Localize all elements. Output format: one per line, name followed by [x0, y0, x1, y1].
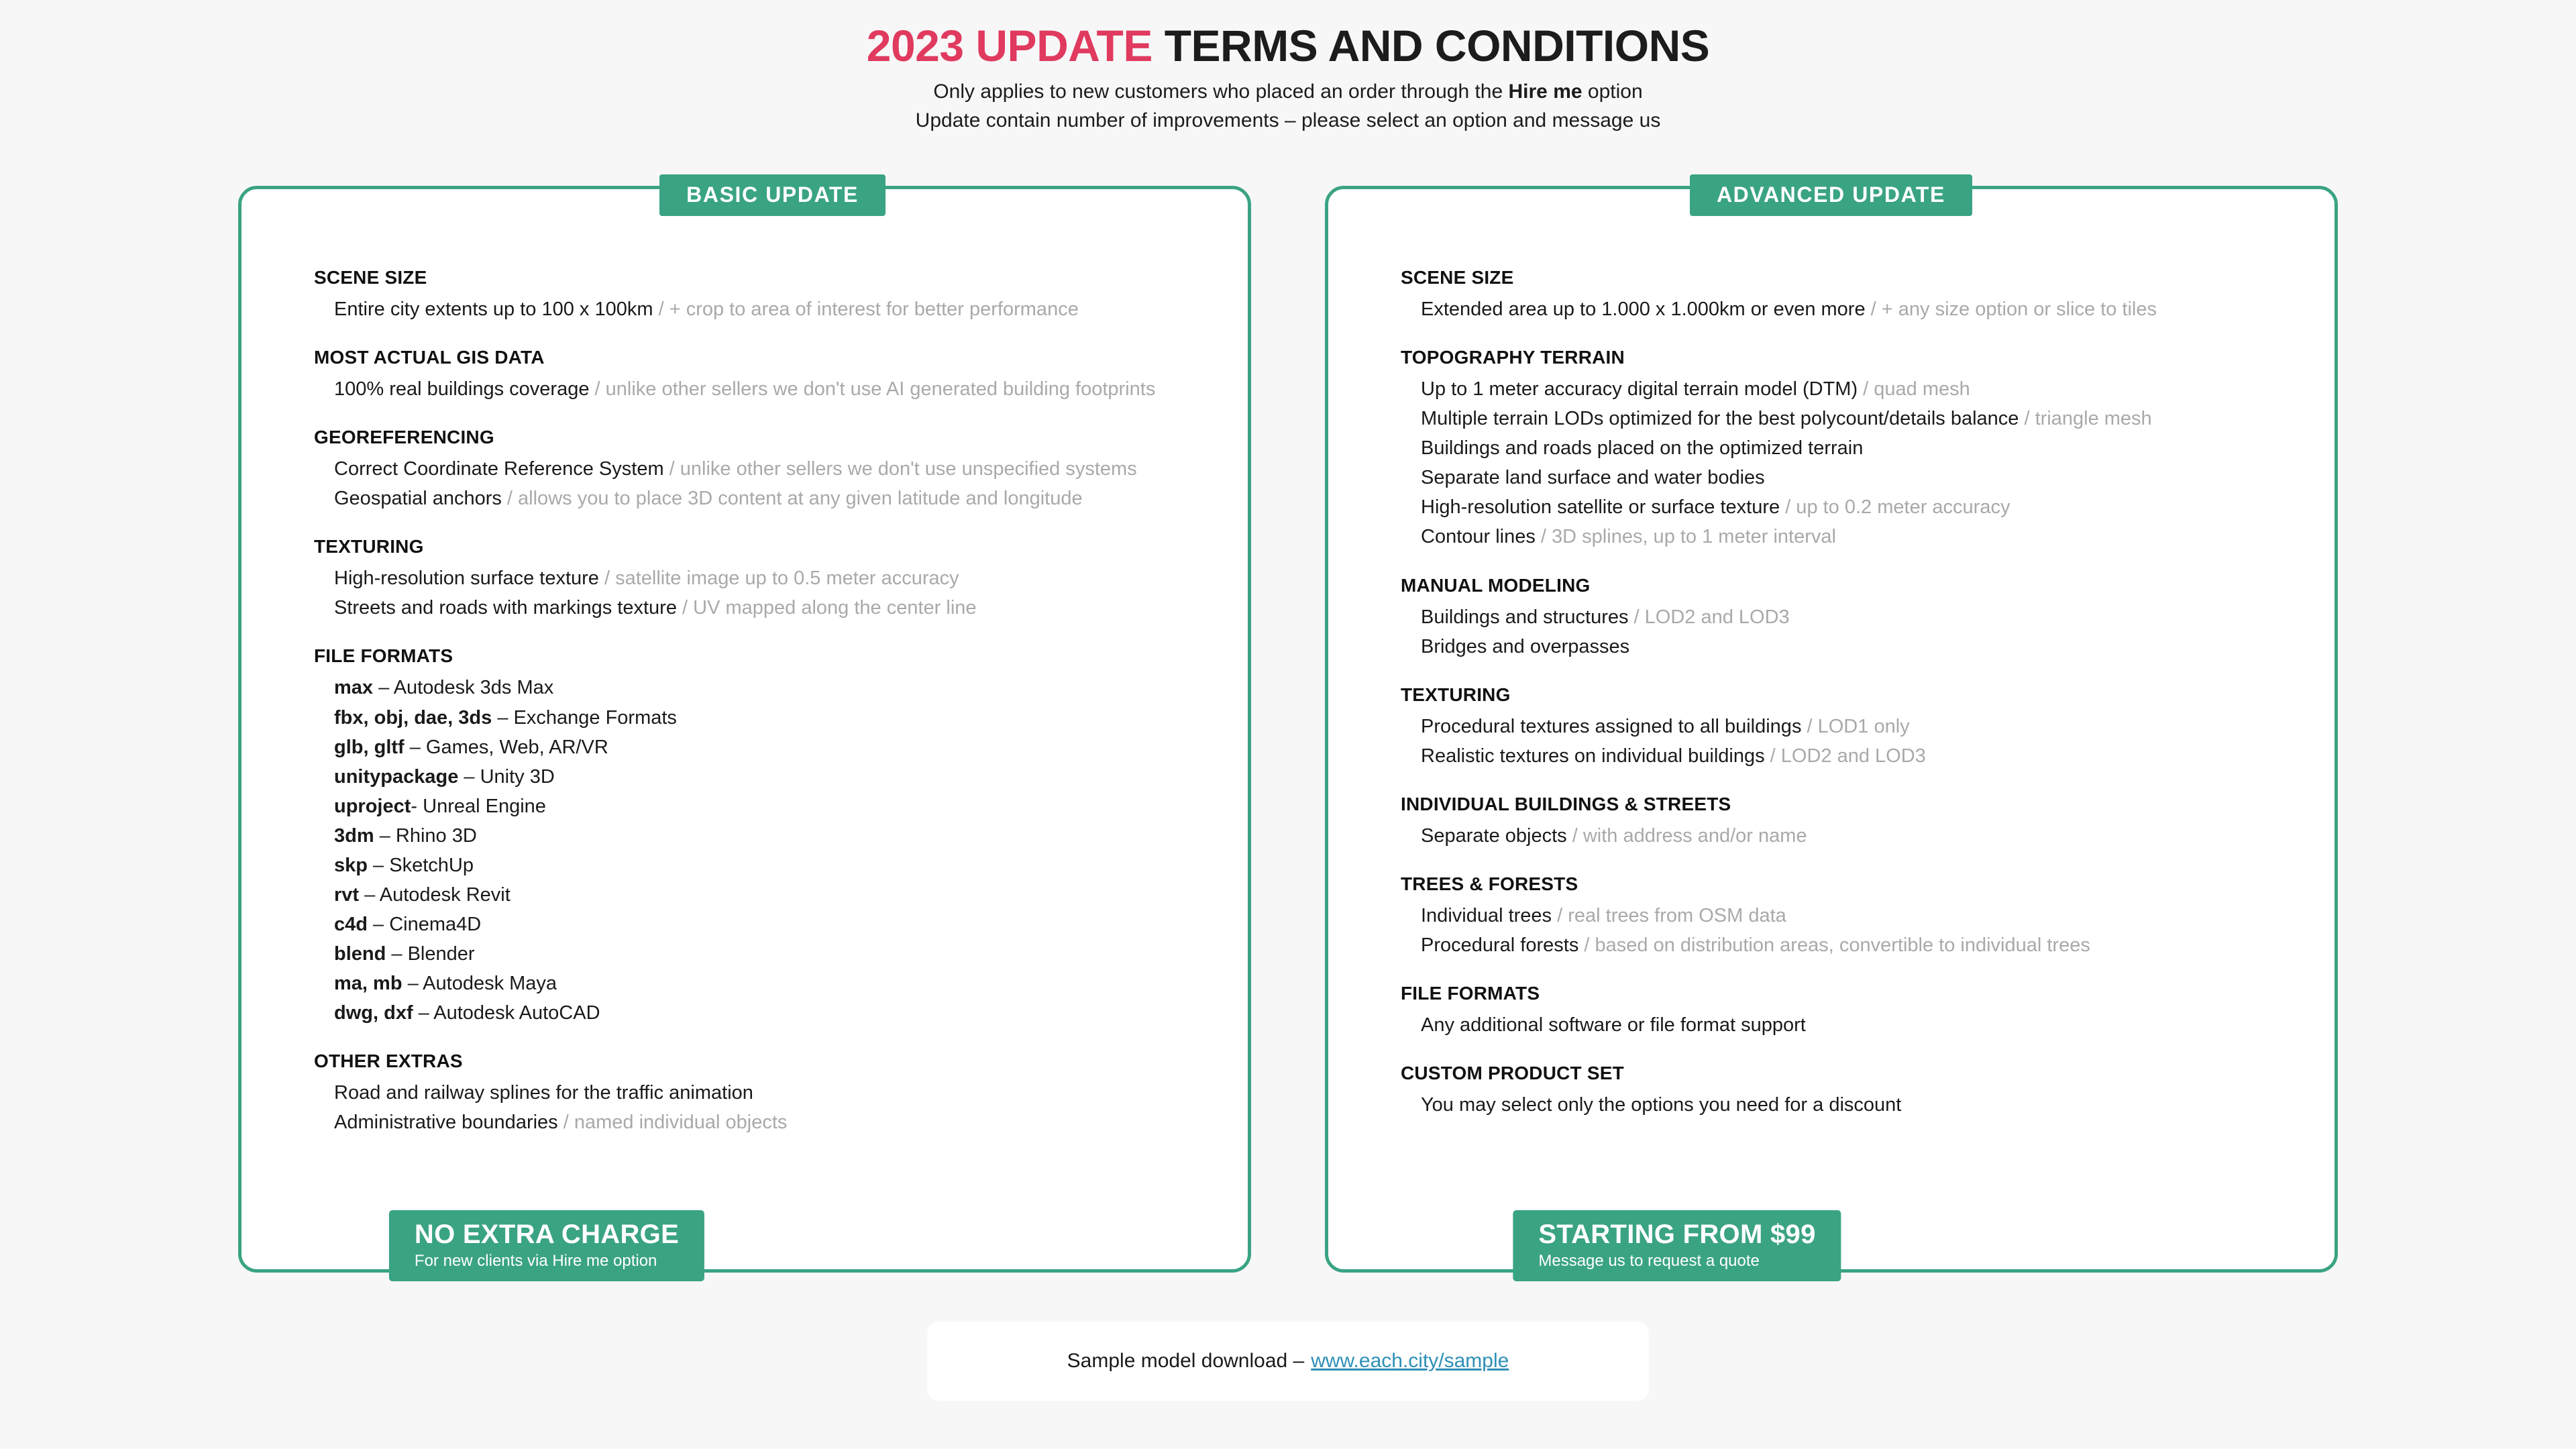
feature-line — [314, 880, 1205, 910]
feature-line-bold: max — [334, 677, 374, 699]
feature-line — [314, 939, 1205, 969]
feature-group — [314, 645, 1205, 1028]
feature-line-text: Any additional software or file format support — [1421, 1014, 1806, 1036]
feature-group-title: MANUAL MODELING — [1401, 574, 1591, 596]
feature-line — [1401, 294, 2292, 324]
feature-line — [1401, 712, 2292, 741]
sample-download-link[interactable]: www.each.city/sample — [1311, 1350, 1509, 1372]
feature-group — [1401, 983, 2292, 1040]
feature-line-text: High-resolution satellite or surface texture — [1421, 496, 1780, 519]
page-header — [0, 0, 2576, 135]
feature-line-text: High-resolution surface texture — [334, 568, 599, 590]
feature-group-title: FILE FORMATS — [1401, 983, 1540, 1004]
feature-line-note: / quad mesh — [1858, 378, 1970, 400]
feature-line — [1401, 492, 2292, 522]
plan-title-advanced: ADVANCED UPDATE — [1690, 174, 1972, 216]
feature-group — [1401, 347, 2292, 551]
feature-group-title: GEOREFERENCING — [314, 427, 494, 448]
feature-line — [314, 733, 1205, 762]
feature-line — [314, 593, 1205, 623]
feature-line-text: – Autodesk Revit — [359, 884, 511, 906]
feature-line — [314, 1108, 1205, 1137]
feature-group-title: TEXTURING — [314, 536, 424, 557]
feature-group-title: CUSTOM PRODUCT SET — [1401, 1063, 1624, 1084]
page-title — [0, 23, 2576, 69]
feature-group-title: TEXTURING — [1401, 684, 1511, 705]
feature-line-note: / up to 0.2 meter accuracy — [1780, 496, 2010, 519]
feature-line-text: – Autodesk 3ds Max — [373, 677, 554, 699]
feature-group-title: FILE FORMATS — [314, 645, 453, 667]
feature-group — [314, 1051, 1205, 1137]
feature-line-bold: fbx, obj, dae, 3ds — [334, 706, 492, 729]
feature-line — [1401, 433, 2292, 463]
feature-line-text: Procedural textures assigned to all buildings — [1421, 715, 1802, 737]
plan-card-basic — [238, 182, 1251, 1273]
feature-line-text: Separate land surface and water bodies — [1421, 467, 1765, 489]
plan-body-basic — [241, 189, 1248, 1138]
feature-line-text: Separate objects — [1421, 824, 1567, 847]
feature-group — [314, 536, 1205, 623]
feature-line — [314, 564, 1205, 593]
feature-line-text: Geospatial anchors — [334, 488, 502, 510]
feature-line — [314, 484, 1205, 513]
feature-line-note: / real trees from OSM data — [1552, 904, 1786, 926]
feature-line-note: / unlike other sellers we don't use unspecified systems — [663, 458, 1137, 480]
feature-line — [314, 762, 1205, 792]
feature-line-note: / based on distribution areas, convertible to individual trees — [1578, 934, 2090, 957]
feature-line — [314, 998, 1205, 1028]
page-subtitle — [0, 78, 2576, 135]
feature-line — [1401, 930, 2292, 960]
feature-line-text: Bridges and overpasses — [1421, 635, 1630, 657]
feature-group — [1401, 684, 2292, 771]
feature-group-title: TOPOGRAPHY TERRAIN — [1401, 347, 1625, 368]
feature-group-title: SCENE SIZE — [1401, 267, 1514, 288]
feature-line — [314, 374, 1205, 404]
feature-line — [1401, 1090, 2292, 1120]
plan-badge-advanced[interactable] — [1513, 1210, 1841, 1281]
feature-line-note: / LOD1 only — [1801, 715, 1910, 737]
feature-line-text: – Games, Web, AR/VR — [404, 736, 608, 758]
feature-line-text: Individual trees — [1421, 904, 1552, 926]
feature-line — [1401, 1010, 2292, 1040]
plan-badge-basic-title: NO EXTRA CHARGE — [414, 1220, 680, 1249]
feature-line — [1401, 901, 2292, 930]
feature-line-note: / triangle mesh — [2019, 408, 2152, 430]
feature-line-note: / allows you to place 3D content at any given latitude and longitude — [501, 488, 1083, 510]
feature-line — [1401, 522, 2292, 551]
plan-card-advanced — [1325, 182, 2338, 1273]
feature-line-text: 100% real buildings coverage — [334, 378, 590, 400]
feature-line — [1401, 632, 2292, 661]
feature-group — [1401, 267, 2292, 324]
feature-line-text: – Unity 3D — [458, 765, 555, 788]
feature-line — [314, 454, 1205, 484]
feature-group — [1401, 873, 2292, 960]
feature-line-text: Buildings and structures — [1421, 606, 1629, 628]
feature-line-bold: uproject — [334, 795, 411, 817]
feature-group-title: INDIVIDUAL BUILDINGS & STREETS — [1401, 793, 1731, 814]
feature-line-bold: glb, gltf — [334, 736, 405, 758]
feature-line-text: – Exchange Formats — [492, 706, 677, 729]
subtitle-line-1 — [0, 78, 2576, 107]
feature-line — [314, 1078, 1205, 1108]
plan-badge-advanced-subtitle: Message us to request a quote — [1538, 1252, 1760, 1270]
feature-line-note: / + crop to area of interest for better performance — [653, 299, 1079, 320]
feature-line — [314, 969, 1205, 998]
plan-title-basic: BASIC UPDATE — [659, 174, 885, 216]
feature-group-title: TREES & FORESTS — [1401, 873, 1578, 894]
feature-group — [1401, 575, 2292, 661]
page-title-rest: TERMS AND CONDITIONS — [1164, 21, 1710, 70]
feature-line-note: / UV mapped along the center line — [676, 597, 977, 619]
feature-line-text: – SketchUp — [367, 854, 474, 876]
feature-line-text: – Cinema4D — [367, 914, 482, 936]
feature-line-note: / + any size option or slice to tiles — [1865, 299, 2157, 320]
feature-line-text: Administrative boundaries — [334, 1112, 558, 1134]
feature-line-text: Extended area up to 1.000 x 1.000km or even more — [1421, 299, 1866, 320]
feature-group-title: OTHER EXTRAS — [314, 1051, 463, 1072]
feature-group — [314, 347, 1205, 404]
subtitle-line-2: Update contain number of improvements – please select an option and message us — [915, 109, 1661, 131]
feature-line-note: / satellite image up to 0.5 meter accuracy — [598, 568, 959, 590]
sample-download-label: Sample model download – — [1067, 1350, 1305, 1372]
plan-badge-advanced-title: STARTING FROM $99 — [1538, 1220, 1816, 1249]
feature-line-text: Entire city extents up to 100 x 100km — [334, 299, 653, 320]
feature-line-text: Procedural forests — [1421, 934, 1579, 957]
feature-line-text: Correct Coordinate Reference System — [334, 458, 664, 480]
feature-line — [1401, 404, 2292, 433]
plan-badge-basic[interactable] — [389, 1210, 704, 1281]
feature-line-bold: ma, mb — [334, 973, 402, 995]
feature-line — [314, 294, 1205, 324]
feature-line-note: / named individual objects — [557, 1112, 788, 1134]
feature-line-bold: rvt — [334, 884, 360, 906]
feature-line — [1401, 463, 2292, 492]
feature-line — [1401, 602, 2292, 632]
feature-line-note: / unlike other sellers we don't use AI generated building footprints — [589, 378, 1156, 400]
subtitle-line-1-bold: Hire me — [1508, 80, 1582, 103]
feature-line-text: – Rhino 3D — [374, 824, 477, 847]
feature-line — [314, 703, 1205, 733]
feature-line-text: Streets and roads with markings texture — [334, 597, 677, 619]
feature-line-note: / 3D splines, up to 1 meter interval — [1535, 526, 1836, 548]
feature-line-text: - Unreal Engine — [411, 795, 546, 817]
sample-download-bar — [928, 1322, 1649, 1401]
feature-line-note: / with address and/or name — [1566, 824, 1807, 847]
feature-line-note: / LOD2 and LOD3 — [1764, 745, 1926, 767]
feature-line-bold: 3dm — [334, 824, 374, 847]
feature-line — [314, 821, 1205, 851]
subtitle-line-1-pre: Only applies to new customers who placed an order through the — [933, 80, 1509, 103]
feature-line — [314, 910, 1205, 939]
plans-container — [0, 182, 2576, 1273]
plan-body-advanced — [1328, 189, 2334, 1120]
feature-line-text: Buildings and roads placed on the optimized terrain — [1421, 437, 1864, 460]
feature-line-text: Up to 1 meter accuracy digital terrain model (DTM) — [1421, 378, 1858, 400]
page-title-accent: 2023 UPDATE — [866, 21, 1152, 70]
feature-group — [314, 427, 1205, 513]
feature-line-text: Road and railway splines for the traffic animation — [334, 1082, 753, 1104]
feature-group — [314, 267, 1205, 324]
feature-line-bold: c4d — [334, 914, 368, 936]
feature-line-text: – Autodesk Maya — [402, 973, 557, 995]
feature-group-title: MOST ACTUAL GIS DATA — [314, 347, 545, 368]
feature-group — [1401, 794, 2292, 851]
feature-line-text: – Autodesk AutoCAD — [413, 1002, 600, 1024]
feature-line-bold: skp — [334, 854, 368, 876]
feature-group-title: SCENE SIZE — [314, 267, 427, 288]
feature-line-text: Realistic textures on individual buildings — [1421, 745, 1765, 767]
feature-line — [1401, 374, 2292, 404]
feature-line-bold: dwg, dxf — [334, 1002, 413, 1024]
feature-line — [1401, 821, 2292, 851]
feature-line-bold: blend — [334, 943, 386, 965]
feature-line-text: Multiple terrain LODs optimized for the best polycount/details balance — [1421, 408, 2019, 430]
feature-group — [1401, 1063, 2292, 1120]
feature-line-text: – Blender — [386, 943, 475, 965]
feature-line-note: / LOD2 and LOD3 — [1628, 606, 1790, 628]
subtitle-line-1-post: option — [1582, 80, 1643, 103]
plan-badge-basic-subtitle: For new clients via Hire me option — [414, 1252, 657, 1270]
feature-line-text: Contour lines — [1421, 526, 1536, 548]
feature-line — [314, 792, 1205, 821]
feature-line — [1401, 741, 2292, 771]
feature-line-text: You may select only the options you need for a discount — [1421, 1094, 1902, 1116]
feature-line — [314, 851, 1205, 880]
feature-line — [314, 673, 1205, 702]
feature-line-bold: unitypackage — [334, 765, 459, 788]
